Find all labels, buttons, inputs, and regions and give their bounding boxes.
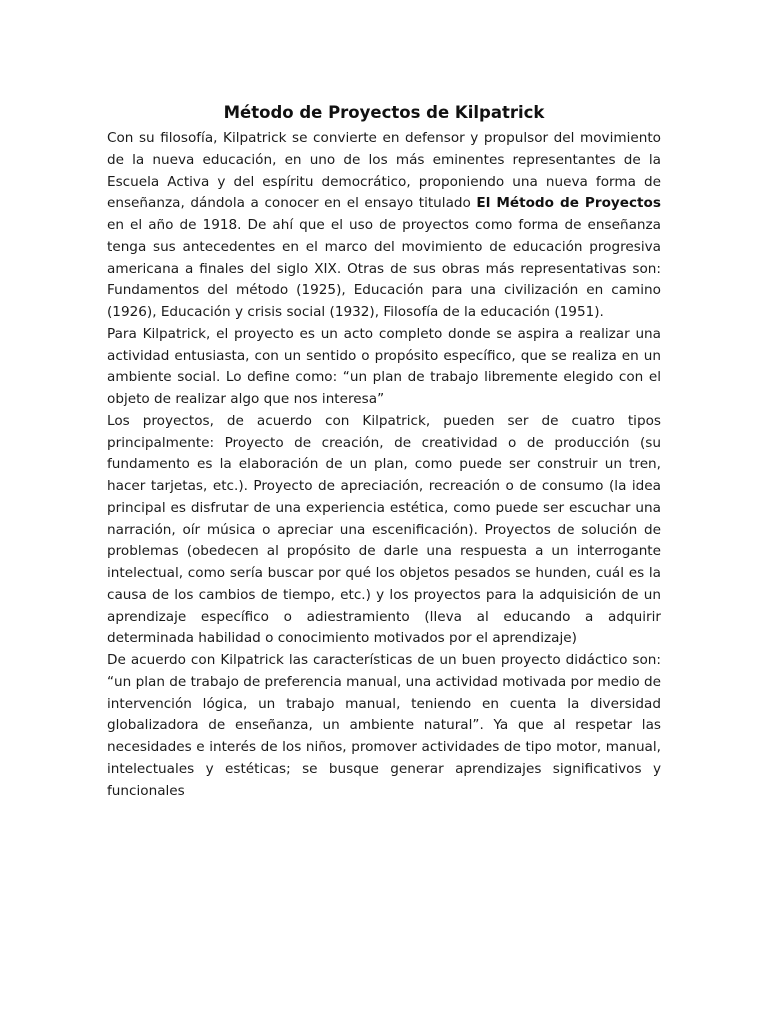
paragraph-4: De acuerdo con Kilpatrick las características de un buen proyecto didáctico son: “un plan de trabajo de preferencia manual, una actividad motivada por medio de intervención lógica, un trabajo manual, teniendo en cuenta la diversidad globalizadora de enseñanza, un ambiente natural”. Ya que al respetar las necesidades e interés de los niños, promover actividades de tipo motor, manual, intelectuales y estéticas; se busque generar aprendizajes significativos y funcionales (107, 652, 662, 799)
document-title: Método de Proyectos de Kilpatrick (223, 103, 545, 123)
essay-title-bold: El Método de Proyectos (476, 195, 661, 212)
paragraph-1-text-start: Con su filosofía, Kilpatrick se convierte en defensor y propulsor del movimiento de la nueva educación, en uno de los más eminentes representantes de la Escuela Activa y del espíritu democrático, proponiendo una nueva forma de enseñanza, dándola a conocer en el ensayo titulado (107, 130, 661, 212)
paragraph-1 (107, 128, 661, 324)
paragraph-1-text-end: en el año de 1918. De ahí que el uso de proyectos como forma de enseñanza tenga sus antecedentes en el marco del movimiento de educación progresiva americana a finales del siglo XIX. Otras de sus obras más representativas son: Fundamentos del método (1925), Educación para una civilización en camino (1926), Educación y crisis social (1932), Filosofía de la educación (1951). (107, 217, 661, 320)
paragraph-3: Los proyectos, de acuerdo con Kilpatrick, pueden ser de cuatro tipos principalmente: Proyecto de creación, de creatividad o de producción (su fundamento es la elaboración de un plan, como puede ser construir un tren, hacer tarjetas, etc.). Proyecto de apreciación, recreación o de consumo (la idea principal es disfrutar de una experiencia estética, como puede ser escuchar una narración, oír música o apreciar una escenificación). Proyectos de solución de problemas (obedecen al propósito de darle una respuesta a un interrogante intelectual, como sería buscar por qué los objetos pesados se hunden, cuál es la causa de los cambios de tiempo, etc.) y los proyectos para la adquisición de un aprendizaje específico o adiestramiento (lleva al educando a adquirir determinada habilidad o conocimiento motivados por el aprendizaje) (107, 412, 661, 647)
document-body (107, 128, 661, 802)
paragraph-2: Para Kilpatrick, el proyecto es un acto completo donde se aspira a realizar una actividad entusiasta, con un sentido o propósito específico, que se realiza en un ambiente social. Lo define como: “un plan de trabajo libremente elegido con el objeto de realizar algo que nos interesa” (107, 325, 661, 407)
